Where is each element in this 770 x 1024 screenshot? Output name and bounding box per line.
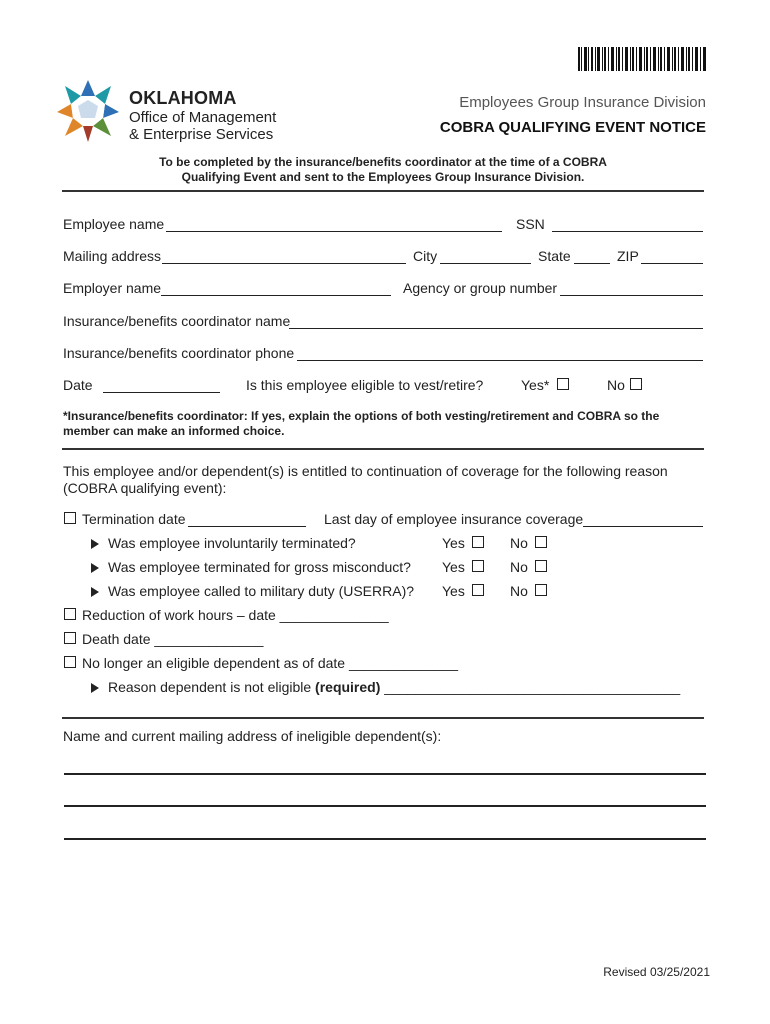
ssn-label: SSN <box>516 216 545 232</box>
reason-required-tag: (required) <box>315 679 381 695</box>
q-military-no-label: No <box>510 583 528 599</box>
agency-group-number-label: Agency or group number <box>403 280 558 296</box>
eligible-no-label: No <box>607 377 625 393</box>
q-misconduct-text: Was employee terminated for gross misconduct? <box>108 559 411 575</box>
coordinator-phone-field[interactable] <box>297 360 703 361</box>
eligible-no-checkbox[interactable] <box>630 378 642 390</box>
termination-date-label: Termination date <box>82 511 186 527</box>
last-day-coverage-label: Last day of employee insurance coverage <box>324 511 584 527</box>
q-involuntary-no-label: No <box>510 535 528 551</box>
ssn-field[interactable] <box>552 231 703 232</box>
termination-checkbox[interactable] <box>64 512 76 524</box>
barcode <box>578 47 706 71</box>
bullet-arrow-icon <box>91 563 99 573</box>
eligible-question: Is this employee eligible to vest/retire? <box>246 377 484 393</box>
state-label: State <box>538 248 571 264</box>
bullet-arrow-icon <box>91 587 99 597</box>
reduction-hours-text: Reduction of work hours – date ______________ <box>82 607 389 623</box>
revised-date: Revised 03/25/2021 <box>603 965 710 979</box>
q-involuntary-yes-label: Yes <box>442 535 465 551</box>
q-misconduct-yes-label: Yes <box>442 559 465 575</box>
instruction-line-1: To be completed by the insurance/benefits coordinator at the time of a COBRA <box>159 155 607 169</box>
logo-agency-line1: Office of Management <box>129 109 277 126</box>
dependent-line-1[interactable] <box>64 773 706 775</box>
instruction-line-2: Qualifying Event and sent to the Employees Group Insurance Division. <box>181 170 585 184</box>
last-day-coverage-field[interactable] <box>583 526 703 527</box>
reduction-checkbox[interactable] <box>64 608 76 620</box>
dependent-line-2[interactable] <box>64 805 706 807</box>
star-emblem-icon <box>55 78 121 144</box>
q-military-yes-label: Yes <box>442 583 465 599</box>
q-misconduct-no-label: No <box>510 559 528 575</box>
q-involuntary-yes-checkbox[interactable] <box>472 536 484 548</box>
instructions <box>62 155 704 185</box>
coordinator-note-line-1: *Insurance/benefits coordinator: If yes, explain the options of both vesting/retirement and COBRA so the <box>63 409 660 423</box>
death-date-text: Death date ______________ <box>82 631 264 647</box>
coordinator-phone-label: Insurance/benefits coordinator phone <box>63 345 295 361</box>
coordinator-note <box>63 409 708 439</box>
bullet-arrow-icon <box>91 539 99 549</box>
no-longer-eligible-checkbox[interactable] <box>64 656 76 668</box>
coordinator-name-field[interactable] <box>289 328 703 329</box>
reason-blank: ______________________________________ <box>380 679 681 695</box>
q-military-text: Was employee called to military duty (USERRA)? <box>108 583 415 599</box>
q-involuntary-text: Was employee involuntarily terminated? <box>108 535 356 551</box>
bullet-arrow-icon <box>91 683 99 693</box>
employee-name-field[interactable] <box>166 231 502 232</box>
divider <box>62 717 704 719</box>
zip-field[interactable] <box>641 263 703 264</box>
qualifying-event-intro-line-1: This employee and/or dependent(s) is entitled to continuation of coverage for the following reason <box>63 463 668 479</box>
coordinator-name-label: Insurance/benefits coordinator name <box>63 313 291 329</box>
q-misconduct-no-checkbox[interactable] <box>535 560 547 572</box>
divider <box>62 190 704 192</box>
divider <box>62 448 704 450</box>
qualifying-event-intro <box>63 463 708 497</box>
zip-label: ZIP <box>617 248 639 264</box>
city-field[interactable] <box>440 263 531 264</box>
q-military-yes-checkbox[interactable] <box>472 584 484 596</box>
employer-name-field[interactable] <box>161 295 391 296</box>
state-field[interactable] <box>574 263 610 264</box>
agency-group-number-field[interactable] <box>560 295 703 296</box>
no-longer-eligible-text: No longer an eligible dependent as of date ______________ <box>82 655 458 671</box>
termination-date-field[interactable] <box>188 526 306 527</box>
eligible-yes-label: Yes* <box>521 377 550 393</box>
dependent-line-3[interactable] <box>64 838 706 840</box>
employer-name-label: Employer name <box>63 280 162 296</box>
reason-not-eligible <box>108 679 680 695</box>
mailing-address-label: Mailing address <box>63 248 162 264</box>
logo-agency-line2: & Enterprise Services <box>129 126 274 143</box>
logo-state-name: OKLAHOMA <box>129 88 237 108</box>
q-misconduct-yes-checkbox[interactable] <box>472 560 484 572</box>
city-label: City <box>413 248 438 264</box>
employee-name-label: Employee name <box>63 216 165 232</box>
eligible-yes-checkbox[interactable] <box>557 378 569 390</box>
qualifying-event-intro-line-2: (COBRA qualifying event): <box>63 480 227 496</box>
death-checkbox[interactable] <box>64 632 76 644</box>
q-involuntary-no-checkbox[interactable] <box>535 536 547 548</box>
coordinator-note-line-2: member can make an informed choice. <box>63 424 285 438</box>
q-military-no-checkbox[interactable] <box>535 584 547 596</box>
date-label: Date <box>63 377 93 393</box>
date-field[interactable] <box>103 392 220 393</box>
omes-logo <box>55 78 295 148</box>
form-title: COBRA QUALIFYING EVENT NOTICE <box>439 119 706 136</box>
reason-label: Reason dependent is not eligible <box>108 679 316 695</box>
ineligible-dependents-label: Name and current mailing address of ineligible dependent(s): <box>63 728 442 744</box>
mailing-address-field[interactable] <box>162 263 406 264</box>
division-name: Employees Group Insurance Division <box>459 94 706 111</box>
